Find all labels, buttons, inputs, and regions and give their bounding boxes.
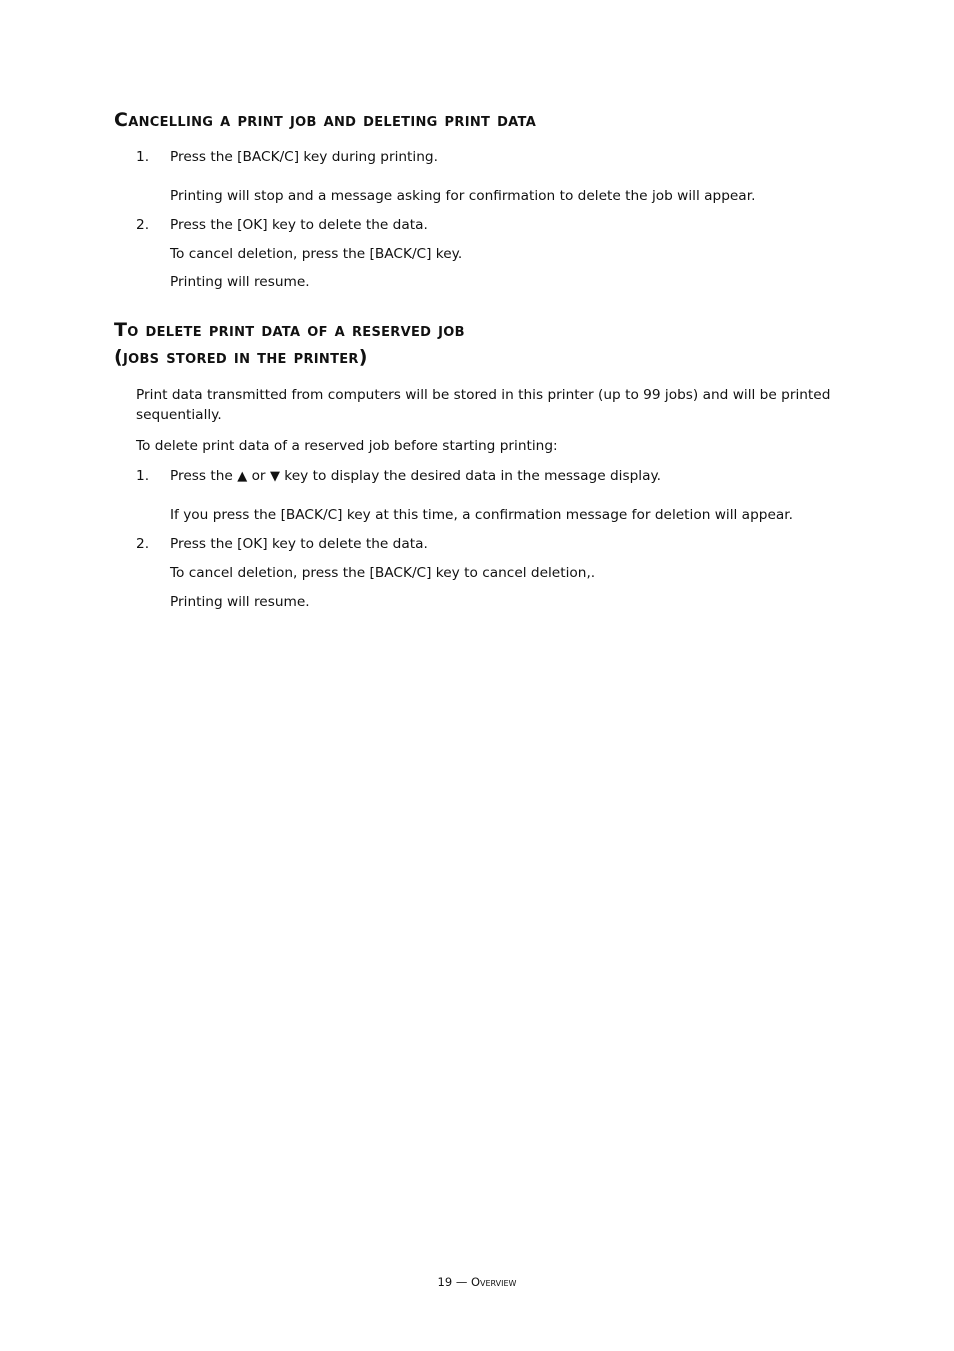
step-note: If you press the [BACK/C] key at this time, a confirmation message for deletion will appear. <box>170 507 793 523</box>
step-note: Printing will stop and a message asking for confirmation to delete the job will appear. <box>170 188 756 204</box>
step-number: 2. <box>136 536 150 552</box>
footer-separator: — <box>455 1275 468 1289</box>
step-note: To cancel deletion, press the [BACK/C] key. <box>170 246 463 262</box>
page-footer <box>0 1275 954 1289</box>
section-heading-reserved-job-subtitle: (jobs stored in the printer) <box>114 346 368 368</box>
step-note: To cancel deletion, press the [BACK/C] key to cancel deletion,. <box>170 565 596 581</box>
step-text-part: key to display the desired data in the message display. <box>284 468 661 484</box>
section-heading-reserved-job: To delete print data of a reserved job <box>114 319 465 341</box>
section-heading-cancelling: Cancelling a print job and deleting print data <box>114 109 537 131</box>
step-number: 2. <box>136 217 150 233</box>
step-text: Press the [BACK/C] key during printing. <box>170 149 438 165</box>
step-text-part: Press the <box>170 468 233 484</box>
step-text <box>170 466 661 487</box>
step-number: 1. <box>136 149 150 165</box>
step-text: Press the [OK] key to delete the data. <box>170 217 428 233</box>
step-note: Printing will resume. <box>170 274 310 290</box>
step-text-part: or <box>251 468 266 484</box>
step-number: 1. <box>136 468 150 484</box>
step-text: Press the [OK] key to delete the data. <box>170 536 428 552</box>
lead-paragraph: To delete print data of a reserved job before starting printing: <box>136 438 558 454</box>
up-arrow-key-icon: ▲ <box>237 469 248 484</box>
step-note: Printing will resume. <box>170 594 310 610</box>
down-arrow-key-icon: ▼ <box>269 469 280 484</box>
page-number: 19 <box>437 1275 453 1289</box>
footer-section-name: Overview <box>470 1275 517 1289</box>
intro-paragraph: Print data transmitted from computers will be stored in this printer (up to 99 jobs) and will be printed sequentially. <box>136 387 831 423</box>
